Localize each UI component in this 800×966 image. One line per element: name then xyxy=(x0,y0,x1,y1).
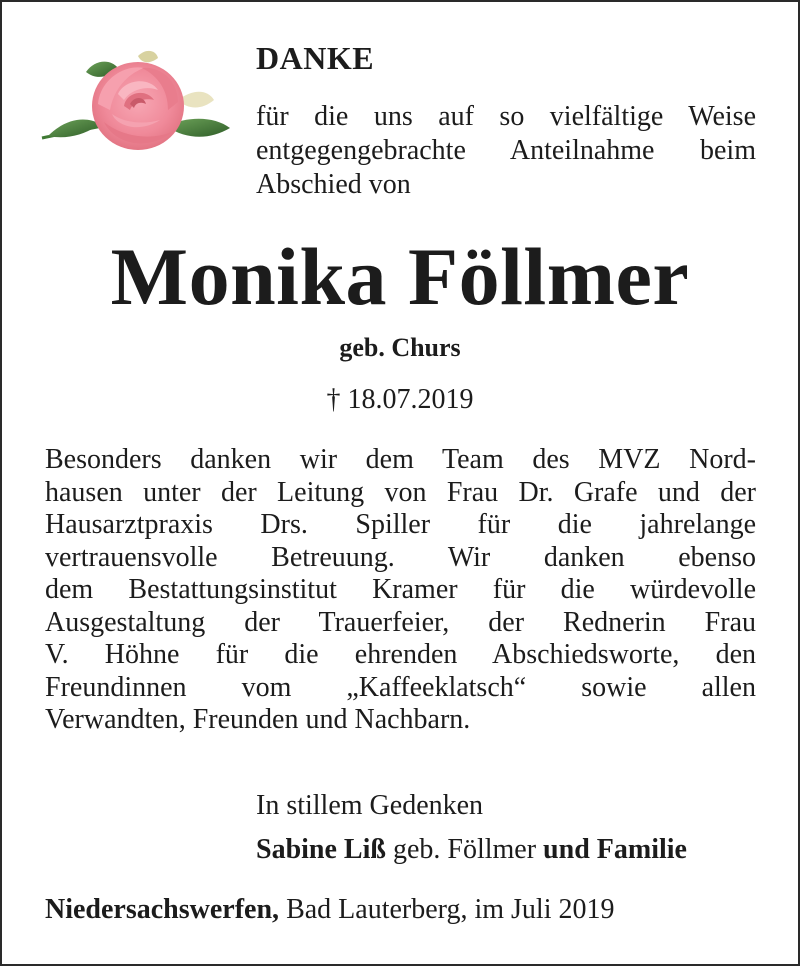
signer-born: geb. Föllmer xyxy=(385,834,544,865)
maiden-name: geb. Churs xyxy=(339,333,461,362)
paragraph-line: Besonders danken wir dem Team des MVZ Nord- xyxy=(45,444,756,475)
thanks-paragraph xyxy=(45,444,756,737)
intro-line: Abschied von xyxy=(256,169,411,200)
place-rest: Bad Lauterberg, im Juli 2019 xyxy=(279,894,615,925)
place-date-line xyxy=(45,892,615,928)
intro-text xyxy=(256,100,756,202)
paragraph-line: Verwandten, Freunden und Nachbarn. xyxy=(45,704,471,735)
paragraph-line: V. Höhne für die ehrenden Abschiedsworte, den xyxy=(45,639,756,670)
paragraph-line: Hausarztpraxis Drs. Spiller für die jahrelange xyxy=(45,509,756,540)
intro-line: für die uns auf so vielfältige Weise xyxy=(256,101,756,132)
signer-family: und Familie xyxy=(543,834,687,865)
place-town: Niedersachswerfen, xyxy=(45,894,280,925)
paragraph-line: Freundinnen vom „Kaffeeklatsch“ sowie allen xyxy=(45,671,756,703)
death-date: † 18.07.2019 xyxy=(326,384,474,415)
paragraph-line: hausen unter der Leitung von Frau Dr. Grafe und der xyxy=(45,476,756,508)
signer-name: Sabine Liß xyxy=(256,834,386,865)
heading: DANKE xyxy=(256,40,375,76)
signature-line xyxy=(256,832,687,868)
paragraph-line: Ausgestaltung der Trauerfeier, der Rednerin Frau xyxy=(45,606,756,638)
deceased-name: Monika Föllmer xyxy=(110,231,690,322)
intro-line: entgegengebrachte Anteilnahme beim xyxy=(256,135,756,166)
paragraph-line: vertrauensvolle Betreuung. Wir danken ebenso xyxy=(45,541,756,573)
rose-icon xyxy=(38,44,234,160)
paragraph-line: dem Bestattungsinstitut Kramer für die würdevolle xyxy=(45,574,756,605)
closing-phrase: In stillem Gedenken xyxy=(256,790,484,821)
